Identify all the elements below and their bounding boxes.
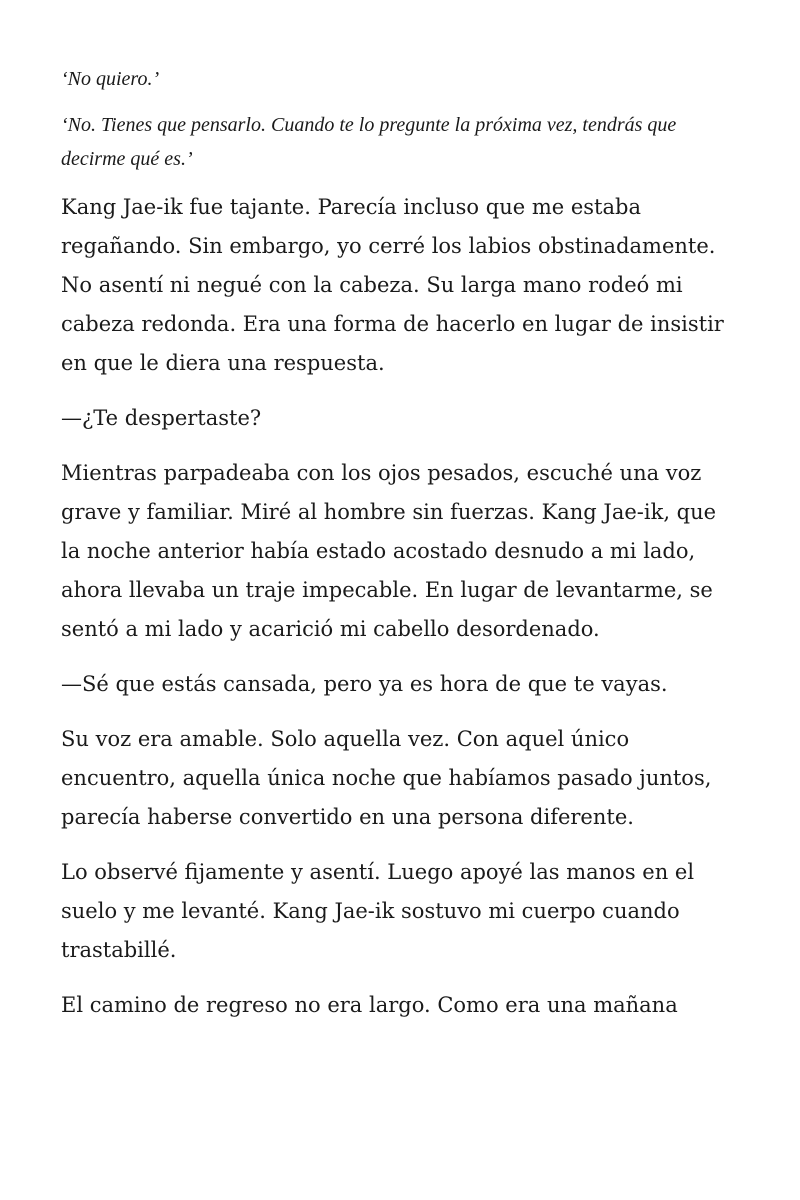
- dialogue-line-1: —¿Te despertaste?: [61, 406, 262, 430]
- paragraph-3: Su voz era amable. Solo aquella vez. Con aquel único encuentro, aquella única noche que habíamos pasado juntos, parecía haberse convertido en una persona diferente.: [61, 727, 712, 829]
- paragraph-1: Kang Jae-ik fue tajante. Parecía incluso que me estaba regañando. Sin embargo, yo cerré los labios obstinadamente. No asentí ni negué con la cabeza. Su larga mano rodeó mi cabeza redonda. Era una forma de hacerlo en lugar de insistir en que le diera una respuesta.: [61, 195, 724, 375]
- paragraph-4: Lo observé fijamente y asentí. Luego apoyé las manos en el suelo y me levanté. Kang Jae-ik sostuvo mi cuerpo cuando trastabillé.: [61, 860, 695, 962]
- paragraph-5: El camino de regreso no era largo. Como era una mañana: [61, 993, 678, 1017]
- document-page: [61, 62, 741, 1041]
- quote-line-1: ‘No quiero.’: [61, 68, 160, 90]
- quote-line-2: ‘No. Tienes que pensarlo. Cuando te lo pregunte la próxima vez, tendrás que decirme qué es.’: [61, 114, 677, 170]
- dialogue-line-2: —Sé que estás cansada, pero ya es hora de que te vayas.: [61, 672, 668, 696]
- paragraph-2: Mientras parpadeaba con los ojos pesados, escuché una voz grave y familiar. Miré al hombre sin fuerzas. Kang Jae-ik, que la noche anterior había estado acostado desnudo a mi lado, ahora llevaba un traje impecable. En lugar de levantarme, se sentó a mi lado y acarició mi cabello desordenado.: [61, 461, 717, 641]
